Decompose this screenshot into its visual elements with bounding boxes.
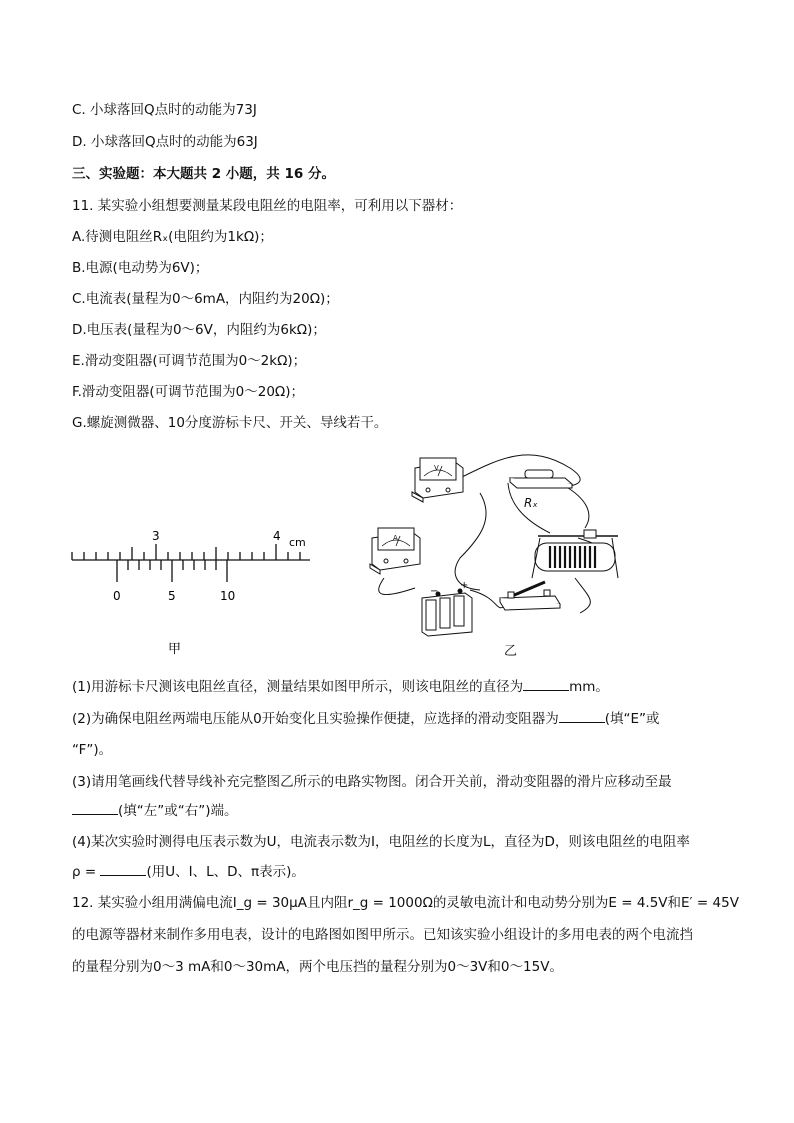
part-3: (3)请用笔画线代替导线补充完整图乙所示的电路实物图。闭合开关前，滑动变阻器的滑片应移动至最: [72, 774, 672, 790]
question-12-line-2: 的电源等器材来制作多用电表，设计的电路图如图甲所示。已知该实验小组设计的多用电表的两个电流挡: [72, 927, 693, 943]
circuit-apparatus-diagram: [360, 448, 640, 660]
switch: [500, 582, 560, 610]
part-4-cont: [72, 861, 305, 882]
item-e: E.滑动变阻器(可调节范围为0～2kΩ)；: [72, 353, 307, 369]
voltmeter-label: V: [434, 464, 439, 472]
ammeter-label: A: [393, 534, 398, 542]
answer-blank-4[interactable]: [100, 861, 146, 876]
battery-minus-label: −: [430, 586, 439, 597]
figure-jia: [60, 520, 330, 660]
vernier-label-5: 5: [168, 589, 176, 603]
battery-plus-label: +: [460, 580, 469, 591]
part-1-unit: mm。: [569, 679, 609, 695]
part-1-text: (1)用游标卡尺测该电阻丝直径，测量结果如图甲所示，则该电阻丝的直径为: [72, 679, 524, 695]
answer-blank-3[interactable]: [72, 800, 118, 815]
item-c: C.电流表(量程为0～6mA，内阻约为20Ω)；: [72, 291, 339, 307]
part-3-cont: [72, 800, 238, 821]
vernier-label-0: 0: [113, 589, 121, 603]
vernier-label-10: 10: [220, 589, 236, 603]
part-2-hint: (填“E”或: [604, 711, 660, 727]
vernier-caliper-diagram: [60, 520, 330, 660]
part-2-cont: “F”)。: [72, 742, 113, 758]
main-scale-label-3: 3: [152, 529, 160, 543]
item-b: B.电源(电动势为6V)；: [72, 260, 209, 276]
part-1: [72, 676, 609, 697]
question-11: 11. 某实验小组想要测量某段电阻丝的电阻率，可利用以下器材：: [72, 198, 463, 214]
resistor-label: Rₓ: [524, 496, 538, 510]
main-scale-label-4: 4: [273, 529, 281, 543]
answer-blank-2[interactable]: [559, 708, 605, 723]
part-4: (4)某次实验时测得电压表示数为U，电流表示数为I，电阻丝的长度为L，直径为D，则该电阻丝的电阻率: [72, 834, 690, 850]
option-c: C. 小球落回Q点时的动能为73J: [72, 102, 257, 118]
item-d: D.电压表(量程为0～6V，内阻约为6kΩ)；: [72, 322, 326, 338]
sliding-rheostat: [532, 530, 618, 578]
figure-yi-caption: 乙: [504, 644, 518, 659]
item-f: F.滑动变阻器(可调节范围为0～20Ω)；: [72, 384, 305, 400]
item-g: G.螺旋测微器、10分度游标卡尺、开关、导线若干。: [72, 415, 388, 431]
part-4-rho: ρ =: [72, 864, 97, 880]
part-2: [72, 708, 660, 729]
section-heading: 三、实验题：本大题共 2 小题，共 16 分。: [72, 166, 335, 182]
option-d: D. 小球落回Q点时的动能为63J: [72, 134, 258, 150]
resistor-rx: [510, 470, 572, 488]
part-4-hint: (用U、I、L、D、π表示)。: [146, 864, 305, 880]
part-3-hint: (填“左”或“右”)端。: [118, 803, 238, 819]
part-2-text: (2)为确保电阻丝两端电压能从0开始变化且实验操作便捷，应选择的滑动变阻器为: [72, 711, 559, 727]
figure-jia-caption: 甲: [168, 642, 182, 657]
question-12-line-1: 12. 某实验小组用满偏电流I_g = 30μA且内阻r_g = 1000Ω的灵敏电流计和电动势分别为E = 4.5V和E′ = 45V: [72, 895, 739, 911]
unit-label: cm: [289, 536, 306, 549]
item-a: A.待测电阻丝Rₓ(电阻约为1kΩ)；: [72, 229, 273, 245]
question-12-line-3: 的量程分别为0～3 mA和0～30mA，两个电压挡的量程分别为0～3V和0～15V。: [72, 959, 563, 975]
figure-yi: [360, 448, 640, 660]
answer-blank-1[interactable]: [523, 676, 569, 691]
